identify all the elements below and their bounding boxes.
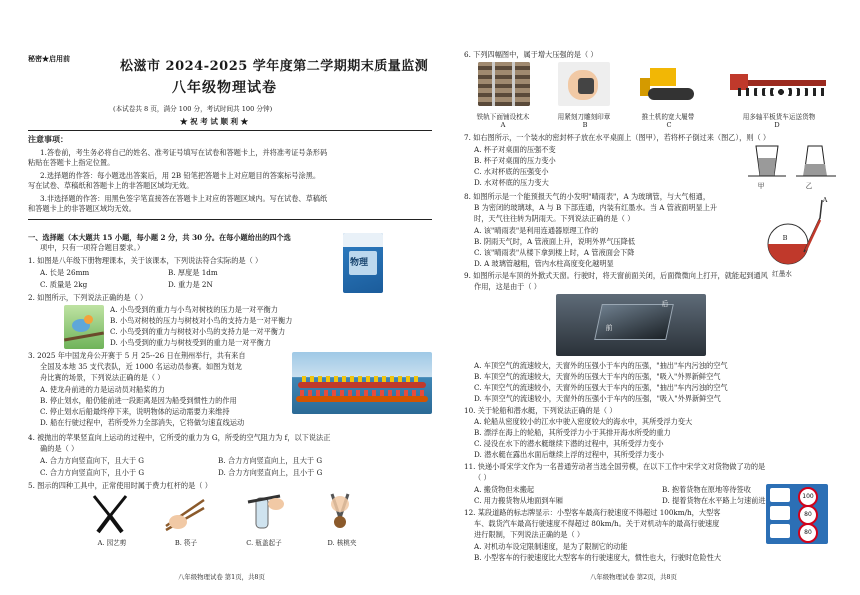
q10-option-b: B. 漂浮在海上的轮船，其所受浮力小于其排开海水所受的重力 [474,428,671,437]
q1-option-b: B. 厚度是 1dm [168,268,218,277]
question-12-line2: 车、载货汽车最高行驶速度不得超过 80km/h。关于对机动车的最高行驶速度 [474,519,720,528]
nutcracker-icon [318,490,364,534]
q10-option-c: C. 浸没在水下的潜水艇继续下潜的过程中，其所受浮力变小 [474,439,664,448]
q9-label-front: 前 [605,324,613,332]
q1-option-c: C. 质量是 2kg [40,280,88,289]
question-1: 1. 如图是八年级下册物理课本，关于该课本，下列说法符合实际的是（ ） [28,256,263,265]
note-line: 1.答卷前，考生务必将自己的姓名、准考证号填写在试卷和答题卡上，并将准考证号条形码 [40,148,328,157]
question-12-line3: 进行限制，下列说法正确的是（ ） [474,530,585,539]
q4-option-c: C. 合力方向竖直向下，且小于 G [40,468,145,477]
q7-label-jia: 甲 [757,182,765,190]
q11-option-a: A. 搬货物但未搬起 [474,485,535,494]
question-9-line2: 作用，这是由于（ ） [474,282,541,291]
note-line: 写在试卷、草稿纸和答题卡上的非答题区域均无效。 [28,181,194,190]
bulldozer-image [638,60,698,106]
q9-option-b: B. 车顶空气的流速较大，天窗外的压强大于车内的压强，"吸入"外界新鲜空气 [474,372,721,381]
q4-option-a: A. 合力方向竖直向下，且大于 G [40,456,145,465]
q3-option-d: D. 船在行驶过程中，若所受外力全部消失，它将做匀速直线运动 [40,418,245,427]
section-title-cont: 项中，只有一项符合题目要求。） [40,243,145,252]
question-3-line3: 舟比赛的场景，下列说法正确的是（ ） [40,373,165,382]
q7-option-b: B. 杯子对桌面的压力变小 [474,156,556,165]
q3-option-a: A. 使龙舟前进的力是运动员对船桨的力 [40,385,165,394]
question-11: 11. 快递小哥宋学文作为一名普通劳动者当选全国劳模，在以下工作中宋学文对货物做了功的是 [464,462,766,471]
exam-info: (本试卷共 8 页，满分 100 分，考试时间共 100 分钟) [113,105,273,113]
q5-label-b: B. 筷子 [174,539,198,547]
question-4-line1: 4. 被抛出的苹果竖直向上运动的过程中，它所受的重力为 G，所受的空气阻力为 f，以下说法正 [28,433,331,442]
q10-option-a: A. 轮船从密度较小的江水中驶入密度较大的海水中，其所受浮力变大 [474,417,693,426]
garden-shears-icon [88,492,132,534]
q8-option-c: C. 该"晴雨表"从楼下拿到楼上时，A 管液面会下降 [474,248,635,257]
q6-caption-a: 铁轨下面铺设枕木 [476,113,530,121]
divider [28,219,432,220]
question-3-line2: 全国及本地 35 支代表队，近 1000 名运动员参赛。如图为划龙 [40,362,242,371]
question-6: 6. 下列四幅图中，属于增大压强的是（ ） [464,50,598,59]
barometer-figure-icon [760,196,832,268]
question-8-line3: 时，天气往往转为阴雨天。下列说法正确的是（ ） [474,214,635,223]
q12-option-b: B. 小型客车的行驶速度比大型客车的行驶速度大，惯性也大，行驶时危险性大 [474,553,722,562]
q1-option-d: D. 重力是 2N [168,280,213,289]
note-line: 粘贴在答题卡上指定位置。 [28,158,115,167]
page-footer: 八年级物理试卷 第1页，共8页 [178,573,265,581]
speed-sign-80b: 80 [798,523,818,543]
exam-title: 松滋市 2024-2025 学年度第二学期期末质量监测 [120,59,429,74]
q8-label-red-ink: 红墨水 [772,270,792,278]
question-2: 2. 如图所示，下列说法正确的是（ ） [28,293,148,302]
q11-option-b: B. 抱着货物在原地等待签收 [662,485,751,494]
q7-option-d: D. 水对杯底的压力变大 [474,178,549,187]
physics-book-image [343,233,383,293]
q4-option-d: D. 合力方向竖直向上，且小于 G [218,468,323,477]
q11-option-c: C. 用力搬货物从地面到车厢 [474,496,563,505]
q6-caption-d: 用多轴平板货车运送货物 [742,113,816,121]
q7-label-yi: 乙 [805,182,813,190]
q5-label-d: D. 核桃夹 [327,539,357,547]
question-7: 7. 如右图所示，一个装水的密封杯子放在水平桌面上（图甲），若将杯子倒过来（图乙），则（ ） [464,133,771,142]
secret-mark: 秘密★启用前 [28,54,70,63]
q6-letter-d: D [774,121,780,129]
q2-option-d: D. 小鸟受到的重力与树枝受到的重力是一对平衡力 [110,338,272,347]
speed-sign-80: 80 [798,505,818,525]
q5-label-c: C. 瓶盖起子 [246,539,282,547]
multi-axle-truck-image [728,60,828,106]
q8-label-b: B [782,234,788,242]
page-footer: 八年级物理试卷 第2页，共8页 [590,573,677,581]
chopsticks-icon [162,492,208,534]
notes-title: 注意事项： [28,134,68,144]
q12-option-a: A. 对机动车设定限制速度，是为了限制它的动能 [474,542,628,551]
q7-option-c: C. 水对杯底的压强变小 [474,167,549,176]
q11-option-d: D. 提着货物在水平路上匀速前进 [662,496,766,505]
q4-option-b: B. 合力方向竖直向上，且大于 G [218,456,323,465]
carving-seal-image [558,62,610,106]
q9-label-rear: 后 [661,300,669,308]
page-2 [440,0,860,595]
q8-option-a: A. 该"晴雨表"是利用连通器原理工作的 [474,226,599,235]
q6-letter-a: A [500,121,506,129]
section-title: 一、选择题（本大题共 15 小题，每小题 2 分，共 30 分。在每小题给出的四个选 [28,233,291,242]
q2-option-b: B. 小鸟对树枝的压力与树枝对小鸟的支持力是一对平衡力 [110,316,293,325]
q3-option-c: C. 停止划水后船最终停下来，说明物体的运动需要力来维持 [40,407,230,416]
speed-limit-sign-image [766,484,828,544]
question-10: 10. 关于轮船和潜水艇，下列说法正确的是（ ） [464,406,617,415]
q8-option-d: D. A 玻璃管越粗，管内水柱高度变化越明显 [474,259,614,268]
exam-subject: 八年级物理试卷 [172,80,277,96]
question-12-line1: 12. 某段道路的标志牌显示：小型客车最高行驶速度不得超过 100km/h，大型客 [464,508,721,517]
q1-option-a: A. 长是 26mm [40,268,90,277]
q10-option-d: D. 潜水艇在露出水面后继续上浮的过程中，其所受浮力变小 [474,450,664,459]
question-9-line1: 9. 如图所示是车顶的外掀式天窗。行驶时，将天窗前面关闭，后面微微向上打开，就能起到通风 [464,271,768,280]
q6-caption-b: 用紧刻刀雕刻印章 [557,113,611,121]
car-sunroof-image [556,294,706,356]
question-8-line1: 8. 如图所示是一个能预报天气的小发明"晴雨表"，A 为玻璃管，与大气相通， [464,192,711,201]
q6-letter-b: B [582,121,588,129]
question-11-cont: （ ） [474,473,491,482]
q6-letter-c: C [666,121,672,129]
q9-option-d: D. 车顶空气的流速较小，天窗外的压强小于车内的压强，"吸入"外界新鲜空气 [474,394,721,403]
note-line: 3.非选择题的作答：用黑色签字笔直接答在答题卡上对应的答题区域内。写在试卷、草稿纸 [40,194,328,203]
good-luck: ★ 祝 考 试 顺 利 ★ [180,117,249,126]
bottle-opener-icon [240,492,286,534]
q3-option-b: B. 停止划水，船仍能前进一段距离是因为船受到惯性力的作用 [40,396,237,405]
railway-sleepers-image [478,62,530,106]
q6-caption-c: 推土机的宽大履带 [641,113,695,121]
dragon-boat-race-image [292,352,432,414]
q5-label-a: A. 园艺剪 [97,539,127,547]
question-8-line2: B 为密闭的玻璃球，A 与 B 下部连通，内装有红墨水。当 A 管液面明显上升 [474,203,718,212]
q8-label-a: A [822,196,828,204]
speed-sign-100: 100 [798,487,818,507]
q2-option-c: C. 小鸟受到的重力与树枝对小鸟的支持力是一对平衡力 [110,327,286,336]
q9-option-a: A. 车顶空气的流速较大，天窗外的压强小于车内的压强，"抽出"车内污浊的空气 [474,361,728,370]
divider [28,130,432,131]
q7-option-a: A. 杯子对桌面的压强不变 [474,145,556,154]
bird-on-branch-image [64,305,104,349]
q2-option-a: A. 小鸟受到的重力与小鸟对树枝的压力是一对平衡力 [110,305,278,314]
note-line: 和答题卡上的非答题区域均无效。 [28,204,136,213]
question-5: 5. 图示的四种工具中，正常使用时属于费力杠杆的是（ ） [28,481,212,490]
question-4-line2: 确的是（ ） [40,444,79,453]
question-3-line1: 3. 2025 年中国龙舟公开赛于 5 月 25--26 日在荆州举行，共有来自 [28,351,246,360]
note-line: 2.选择题的作答：每小题选出答案后，用 2B 铅笔把答题卡上对应题目的答案标号涂黑。 [40,171,321,180]
q9-option-c: C. 车顶空气的流速较小，天窗外的压强大于车内的压强，"抽出"车内污浊的空气 [474,383,728,392]
book-cover-title: 物理 [350,258,369,268]
q8-option-b: B. 阴雨天气时，A 管液面上升，说明外界气压降低 [474,237,636,246]
